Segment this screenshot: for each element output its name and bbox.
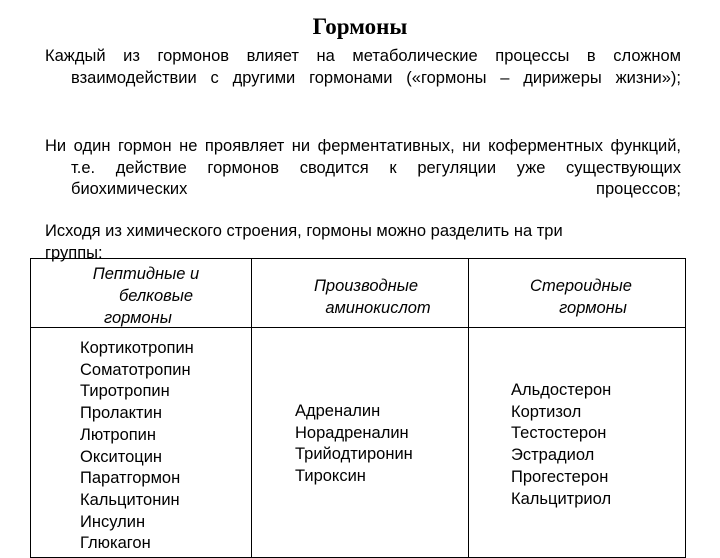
column-divider bbox=[251, 259, 252, 557]
list-item: Адреналин bbox=[295, 402, 381, 420]
list-item: Кальцитриол bbox=[511, 489, 612, 508]
list-item: Окситоцин bbox=[80, 447, 163, 466]
paragraph-hormones-function: Ни один гормон не проявляет ни ферментативных, ни коферментных функций, т.е. действие гормонов сводится к регуляции уже существующих биохимических процессов; bbox=[45, 137, 681, 198]
header-line: гормоны bbox=[104, 309, 172, 327]
column-divider bbox=[468, 259, 469, 557]
list-peptide-hormones bbox=[80, 338, 194, 555]
header-amino-acid-derivatives bbox=[281, 275, 451, 319]
list-item: Тестостерон bbox=[511, 424, 607, 443]
page-title: Гормоны bbox=[312, 14, 408, 39]
header-line: Пептидные и bbox=[92, 265, 200, 283]
list-item: Инсулин bbox=[80, 512, 146, 531]
intro-line-2: группы: bbox=[45, 243, 103, 262]
header-line: аминокислот bbox=[325, 299, 431, 317]
list-item: Трийодтиронин bbox=[295, 445, 413, 464]
header-line: Стероидные bbox=[530, 277, 632, 295]
list-item: Пролактин bbox=[80, 404, 162, 423]
list-item: Тиротропин bbox=[80, 382, 170, 401]
list-item: Кальцитонин bbox=[80, 490, 180, 509]
header-line: гормоны bbox=[559, 299, 627, 317]
list-item: Альдостерон bbox=[511, 381, 612, 399]
list-amino-acid-derivatives bbox=[295, 401, 413, 488]
list-item: Эстрадиол bbox=[511, 446, 595, 465]
list-item: Норадреналин bbox=[295, 423, 409, 442]
list-steroid-hormones bbox=[511, 380, 611, 510]
list-item: Паратгормон bbox=[80, 469, 181, 488]
header-line: белковые bbox=[118, 287, 194, 305]
list-item: Кортикотропин bbox=[80, 339, 194, 357]
list-item: Глюкагон bbox=[80, 534, 151, 553]
paragraph-hormones-interaction: Каждый из гормонов влияет на метаболические процессы в сложном взаимодействии с другими гормонами («гормоны – дирижеры жизни»); bbox=[45, 47, 681, 87]
header-steroid-hormones bbox=[496, 275, 666, 319]
list-item: Лютропин bbox=[80, 425, 157, 444]
list-item: Прогестерон bbox=[511, 467, 609, 486]
header-line: Производные bbox=[313, 277, 419, 295]
hormone-classification-table bbox=[30, 258, 686, 558]
header-peptide-hormones bbox=[66, 263, 226, 329]
list-item: Соматотропин bbox=[80, 360, 191, 379]
list-item: Тироксин bbox=[295, 467, 366, 486]
intro-line-1: Исходя из химического строения, гормоны можно разделить на три bbox=[45, 222, 563, 240]
list-item: Кортизол bbox=[511, 402, 582, 421]
